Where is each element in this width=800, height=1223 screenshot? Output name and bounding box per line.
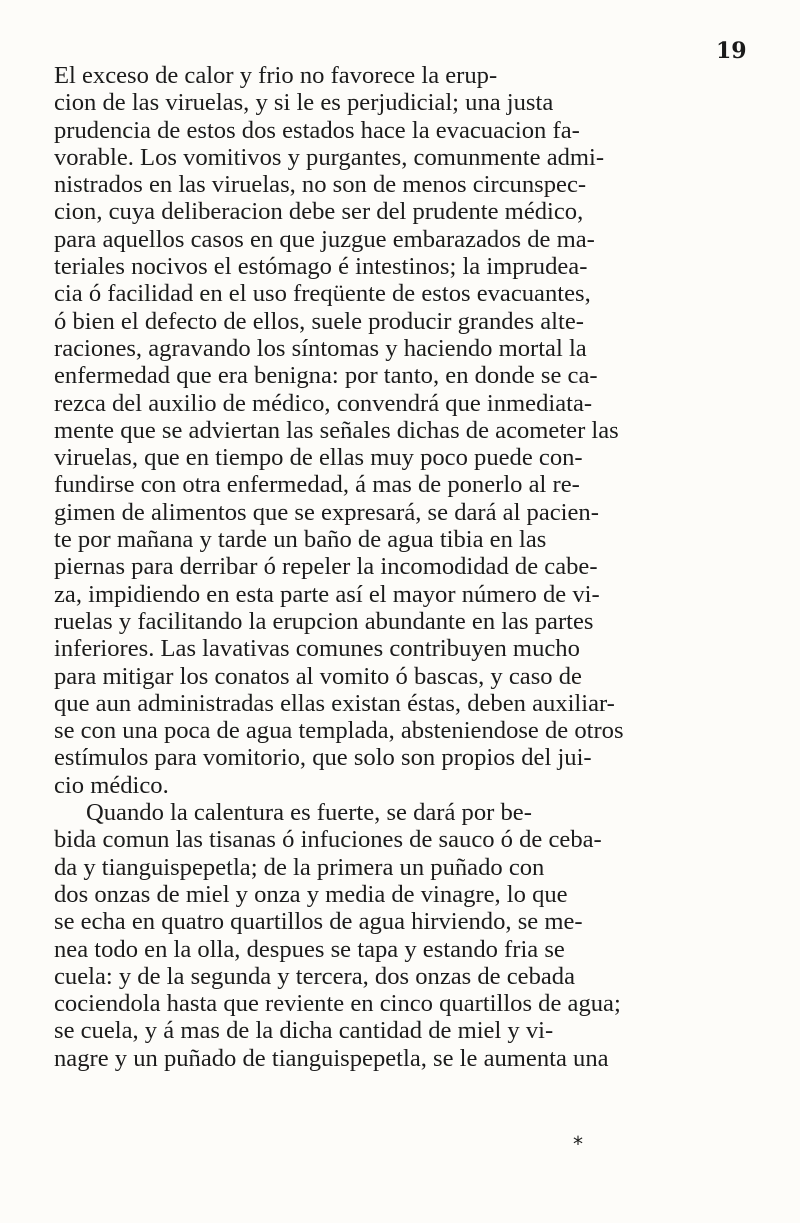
text-line: da y tianguispepetla; de la primera un puñado con [54, 853, 545, 881]
text-line: cuela: y de la segunda y tercera, dos onzas de cebada [54, 962, 575, 990]
text-line: dos onzas de miel y onza y media de vinagre, lo que [54, 880, 568, 908]
text-line: nea todo en la olla, despues se tapa y estando fria se [54, 935, 565, 963]
text-line: vorable. Los vomitivos y purgantes, comunmente admi- [54, 143, 605, 171]
page-number: 19 [716, 38, 747, 64]
text-line: cion de las viruelas, y si le es perjudicial; una justa [54, 89, 554, 117]
signature-mark: * [573, 1132, 583, 1156]
text-line: prudencia de estos dos estados hace la evacuacion fa- [54, 116, 580, 144]
text-line: cion, cuya deliberacion debe ser del prudente médico, [54, 198, 584, 226]
text-line: piernas para derribar ó repeler la incomodidad de cabe- [54, 553, 598, 581]
text-line: Quando la calentura es fuerte, se dará por be- [86, 799, 532, 827]
text-line: para mitigar los conatos al vomito ó bascas, y caso de [54, 662, 582, 690]
text-line: se echa en quatro quartillos de agua hirviendo, se me- [54, 908, 583, 936]
body-text [54, 62, 760, 1072]
text-line: El exceso de calor y frio no favorece la erup- [54, 62, 498, 89]
text-line: ó bien el defecto de ellos, suele producir grandes alte- [54, 307, 584, 335]
text-line: fundirse con otra enfermedad, á mas de ponerlo al re- [54, 471, 580, 499]
text-line: viruelas, que en tiempo de ellas muy poco puede con- [54, 444, 583, 472]
text-line: mente que se adviertan las señales dichas de acometer las [54, 416, 619, 444]
text-line: gimen de alimentos que se expresará, se dará al pacien- [54, 498, 599, 526]
text-line: se cuela, y á mas de la dicha cantidad de miel y vi- [54, 1017, 554, 1045]
text-line: cio médico. [54, 771, 169, 799]
text-line: cia ó facilidad en el uso freqüente de estos evacuantes, [54, 280, 591, 308]
text-line: cociendola hasta que reviente en cinco quartillos de agua; [54, 990, 621, 1018]
text-line: que aun administradas ellas existan éstas, deben auxiliar- [54, 689, 615, 717]
text-line: bida comun las tisanas ó infuciones de sauco ó de ceba- [54, 826, 602, 854]
text-line: za, impidiendo en esta parte así el mayor número de vi- [54, 580, 600, 608]
text-line: teriales nocivos el estómago é intestinos; la imprudea- [54, 253, 588, 281]
text-line: rezca del auxilio de médico, convendrá que inmediata- [54, 389, 593, 417]
text-line: ruelas y facilitando la erupcion abundante en las partes [54, 607, 594, 635]
text-line: inferiores. Las lavativas comunes contribuyen mucho [54, 635, 580, 663]
text-line: raciones, agravando los síntomas y haciendo mortal la [54, 334, 587, 362]
text-line: enfermedad que era benigna: por tanto, en donde se ca- [54, 362, 598, 390]
text-line: nistrados en las viruelas, no son de menos circunspec- [54, 171, 587, 199]
text-line: estímulos para vomitorio, que solo son propios del jui- [54, 744, 592, 772]
text-line: nagre y un puñado de tianguispepetla, se le aumenta una [54, 1044, 609, 1072]
text-line: te por mañana y tarde un baño de agua tibia en las [54, 526, 547, 554]
text-line: para aquellos casos en que juzgue embarazados de ma- [54, 225, 595, 253]
text-line: se con una poca de agua templada, absteniendose de otros [54, 717, 624, 745]
